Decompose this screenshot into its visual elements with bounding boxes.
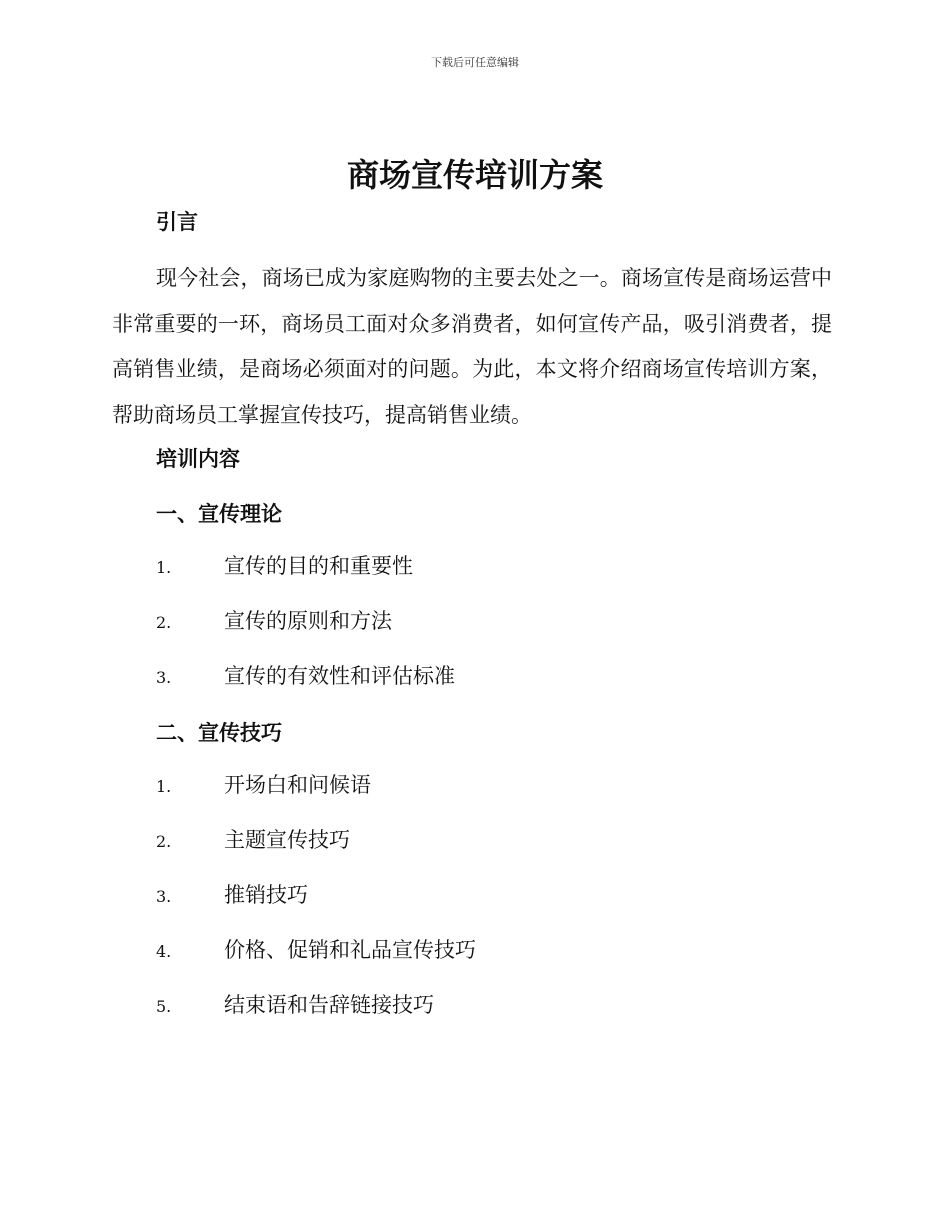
list-item-number: 1.: [156, 558, 172, 577]
list-item: [156, 661, 455, 691]
list-item-text: 宣传的目的和重要性: [224, 554, 413, 578]
section-theory-heading: 一、宣传理论: [156, 502, 282, 526]
list-item-text: 推销技巧: [224, 883, 308, 907]
list-item-text: 结束语和告辞链接技巧: [224, 993, 434, 1017]
header-note: 下载后可任意编辑: [431, 56, 519, 69]
list-item-number: 2.: [156, 832, 172, 851]
list-item: [156, 880, 308, 910]
list-item-text: 宣传的原则和方法: [224, 609, 392, 633]
intro-paragraph: 现今社会，商场已成为家庭购物的主要去处之一。商场宣传是商场运营中非常重要的一环，商场员工面对众多消费者，如何宣传产品，吸引消费者，提高销售业绩，是商场必须面对的问题。为此，本文将介绍商场宣传培训方案，帮助商场员工掌握宣传技巧，提高销售业绩。: [112, 266, 832, 427]
list-item: [156, 551, 413, 581]
training-content-heading: 培训内容: [156, 447, 240, 471]
intro-heading: 引言: [156, 210, 198, 234]
list-item-number: 2.: [156, 613, 172, 632]
list-item-number: 4.: [156, 942, 172, 961]
list-item-number: 5.: [156, 997, 172, 1016]
list-item-text: 宣传的有效性和评估标准: [224, 664, 455, 688]
list-item: [156, 990, 434, 1020]
list-item-text: 价格、促销和礼品宣传技巧: [224, 938, 476, 962]
list-item-number: 3.: [156, 887, 172, 906]
list-item: [156, 825, 350, 855]
list-item-text: 开场白和问候语: [224, 773, 371, 797]
document-title: 商场宣传培训方案: [346, 156, 603, 194]
section-skills-heading: 二、宣传技巧: [156, 721, 282, 745]
list-item-number: 3.: [156, 668, 172, 687]
list-item-number: 1.: [156, 777, 172, 796]
list-item: [156, 606, 392, 636]
list-item: [156, 935, 476, 965]
list-item-text: 主题宣传技巧: [224, 828, 350, 852]
list-item: [156, 770, 371, 800]
